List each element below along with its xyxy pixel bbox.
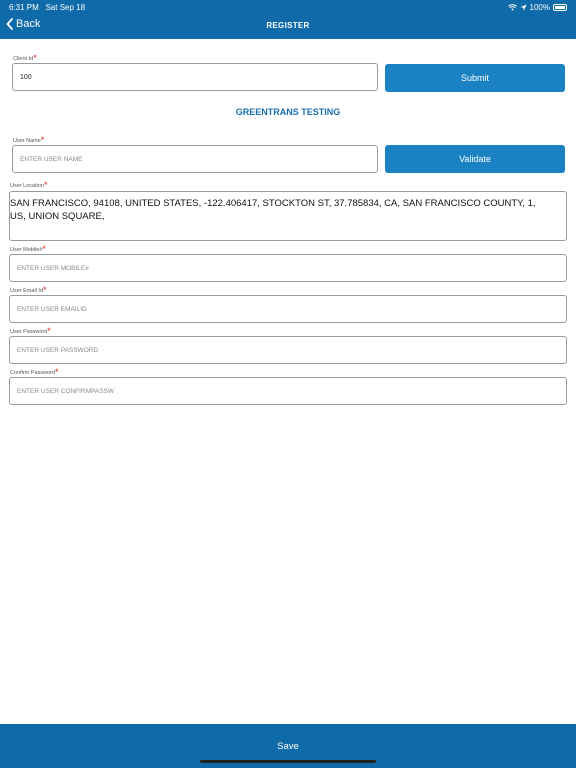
required-marker: *: [42, 244, 46, 254]
confirm-password-label: [10, 367, 58, 377]
status-date: Sat Sep 18: [45, 3, 86, 12]
user-location-label-text: User Location: [10, 183, 44, 189]
user-name-field[interactable]: [12, 145, 378, 173]
page-title: REGISTER: [266, 21, 310, 30]
required-marker: *: [54, 367, 59, 377]
user-email-field[interactable]: [9, 295, 567, 323]
navigation-bar: [0, 0, 576, 39]
submit-button[interactable]: Submit: [385, 64, 565, 92]
back-label: Back: [16, 18, 41, 30]
client-id-label: [13, 53, 37, 63]
user-name-placeholder: ENTER USER NAME: [20, 155, 83, 163]
client-id-value: 100: [20, 73, 32, 81]
home-indicator: [200, 760, 376, 763]
save-label: Save: [277, 740, 299, 752]
required-marker: *: [40, 135, 45, 145]
user-location-value: SAN FRANCISCO, 94108, UNITED STATES, -122.406417, STOCKTON ST, 37.785834, CA, SAN FRANCISCO COUNTY, 1, US, UNION SQUARE,: [10, 198, 536, 222]
confirm-password-field[interactable]: [9, 377, 567, 405]
user-password-label-text: User Password: [10, 329, 48, 335]
user-password-label: [10, 326, 51, 336]
battery-percent: 100%: [529, 3, 550, 12]
user-name-label: [13, 135, 44, 145]
confirm-password-label-text: Confirm Password: [10, 370, 55, 376]
required-marker: *: [43, 180, 48, 190]
user-mobile-placeholder: ENTER USER MOBILE#: [17, 264, 89, 272]
confirm-password-placeholder: ENTER USER CONFIRMPASSW: [17, 387, 115, 395]
user-location-label: [10, 180, 47, 190]
user-password-field[interactable]: [9, 336, 567, 364]
required-marker: *: [33, 53, 37, 63]
user-name-label-text: User Name: [13, 138, 41, 144]
battery-icon: [553, 4, 567, 11]
status-bar-time: [9, 3, 85, 12]
client-id-label-text: Client Id: [13, 56, 34, 62]
client-id-field[interactable]: [12, 63, 378, 91]
status-bar-indicators: [508, 3, 567, 12]
required-marker: *: [47, 326, 51, 336]
location-arrow-icon: [520, 4, 527, 11]
user-email-label: [10, 285, 47, 295]
validate-button[interactable]: Validate: [385, 145, 565, 173]
user-password-placeholder: ENTER USER PASSWORD: [17, 346, 99, 354]
user-mobile-label-text: User Mobile#: [10, 247, 43, 253]
company-name: GREENTRANS TESTING: [235, 107, 341, 117]
user-mobile-label: [10, 244, 46, 254]
user-email-label-text: User Email Id: [10, 288, 44, 294]
required-marker: *: [43, 285, 47, 295]
user-email-placeholder: ENTER USER EMAILID: [17, 305, 87, 313]
wifi-icon: [508, 4, 517, 11]
status-time: 6:31 PM: [9, 3, 39, 12]
user-mobile-field[interactable]: [9, 254, 567, 282]
